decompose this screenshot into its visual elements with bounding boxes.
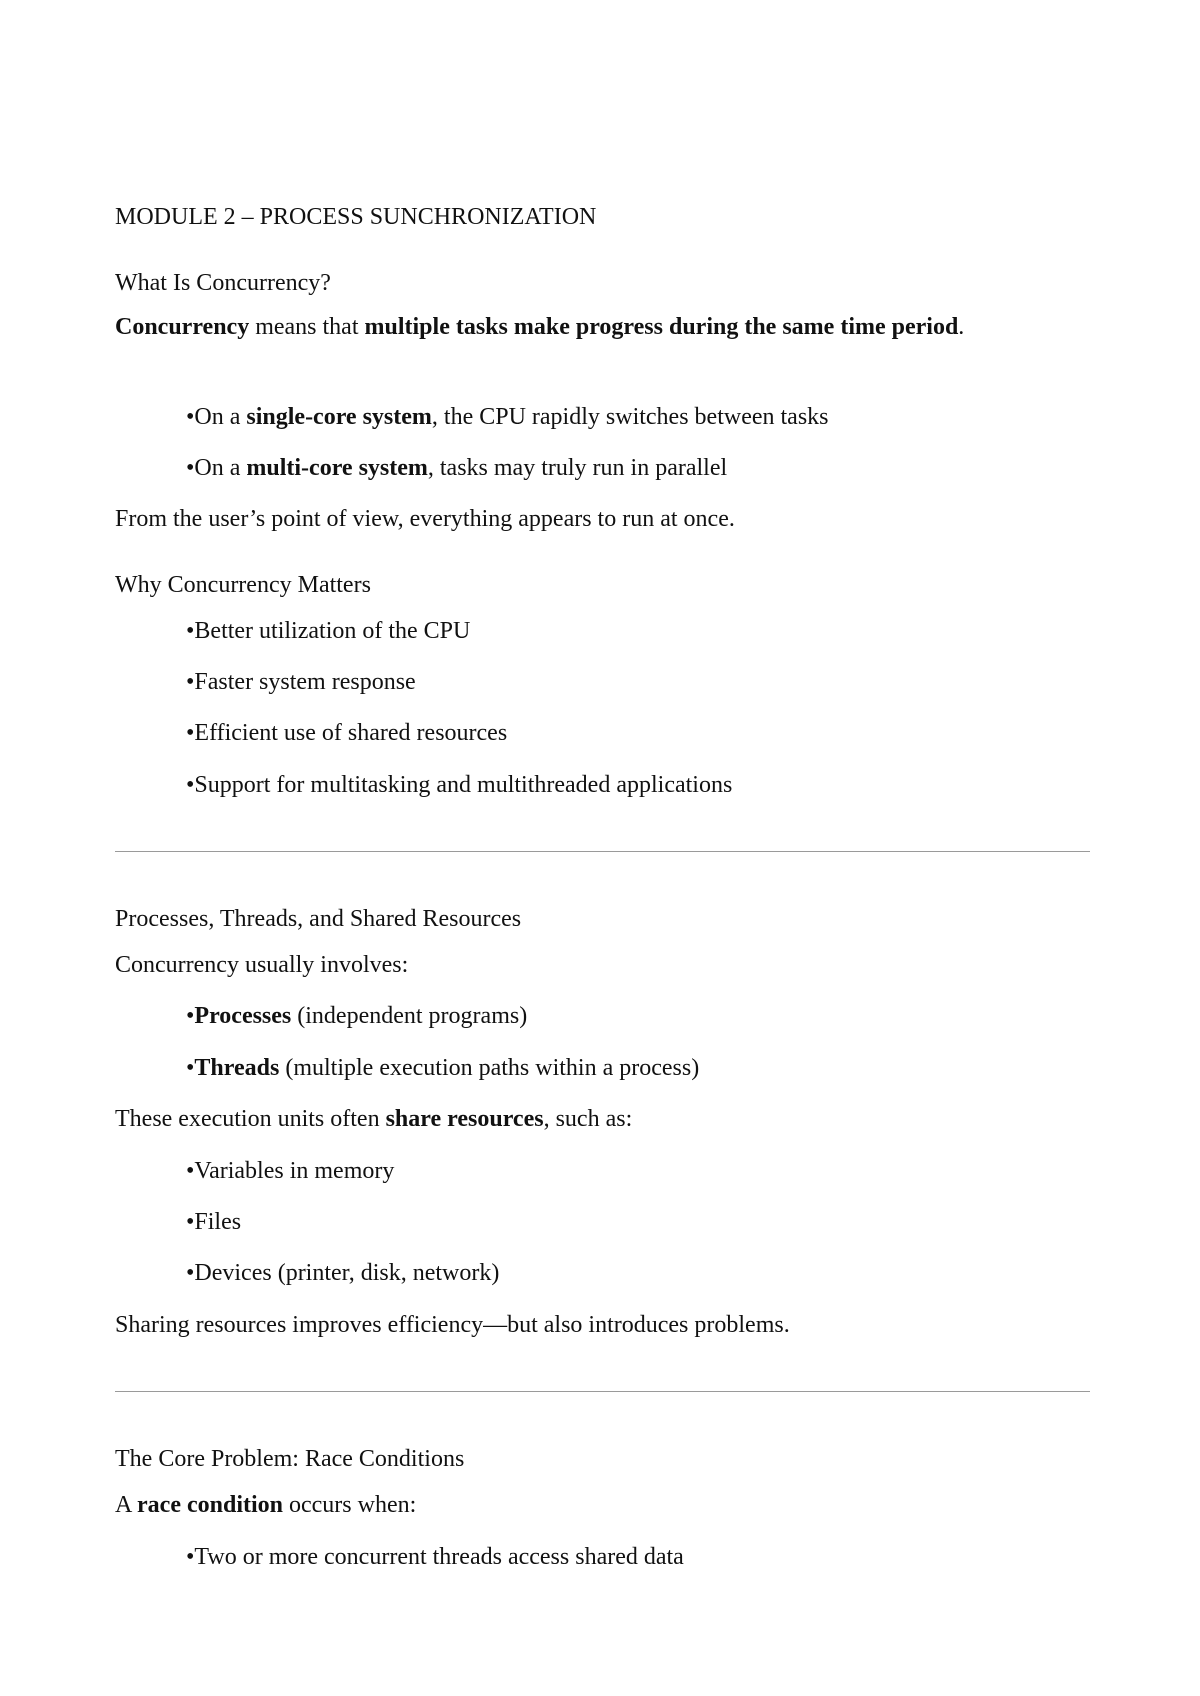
list-item: •Devices (printer, disk, network) — [186, 1260, 500, 1286]
section-heading-why: Why Concurrency Matters — [115, 572, 371, 598]
list-item — [186, 453, 727, 483]
paragraph: Concurrency usually involves: — [115, 952, 409, 978]
text: , such as: — [543, 1106, 633, 1132]
list-item: •Better utilization of the CPU — [186, 618, 471, 644]
list-item: •Efficient use of shared resources — [186, 720, 508, 746]
text: These execution units often — [115, 1106, 386, 1132]
text: A — [115, 1492, 138, 1518]
list-item: •Support for multitasking and multithreaded applications — [186, 772, 733, 798]
list-item — [186, 1001, 527, 1031]
text: (multiple execution paths within a process) — [279, 1055, 700, 1081]
text: • — [186, 1003, 195, 1029]
horizontal-divider — [115, 851, 1090, 852]
list-item: •Files — [186, 1209, 242, 1235]
emphasis: multi-core system — [246, 455, 428, 481]
emphasis: single-core system — [246, 404, 432, 430]
emphasis: Threads — [194, 1055, 280, 1081]
text: , the CPU rapidly switches between tasks — [431, 404, 829, 430]
list-item: •Faster system response — [186, 669, 416, 695]
text: . — [958, 314, 965, 340]
term: Concurrency — [115, 314, 250, 340]
emphasis: race condition — [137, 1492, 283, 1518]
list-item: •Variables in memory — [186, 1158, 395, 1184]
paragraph: From the user’s point of view, everything appears to run at once. — [115, 506, 735, 532]
paragraph: Sharing resources improves efficiency—but also introduces problems. — [115, 1312, 790, 1338]
emphasis: share resources — [385, 1106, 544, 1132]
emphasis: Processes — [194, 1003, 292, 1029]
text: •On a — [186, 455, 247, 481]
text: •On a — [186, 404, 247, 430]
horizontal-divider — [115, 1391, 1090, 1392]
text: occurs when: — [283, 1492, 417, 1518]
section-heading-concurrency: What Is Concurrency? — [115, 270, 331, 296]
text: • — [186, 1055, 195, 1081]
section-heading-processes: Processes, Threads, and Shared Resources — [115, 906, 522, 932]
concurrency-definition — [115, 308, 1055, 346]
list-item — [186, 1053, 699, 1083]
list-item — [186, 402, 829, 432]
paragraph — [115, 1490, 416, 1520]
paragraph — [115, 1104, 632, 1134]
section-heading-race: The Core Problem: Race Conditions — [115, 1446, 465, 1472]
text: (independent programs) — [291, 1003, 528, 1029]
text: means that — [249, 314, 365, 340]
list-item: •Two or more concurrent threads access shared data — [186, 1544, 684, 1570]
text: , tasks may truly run in parallel — [427, 455, 728, 481]
page-title: MODULE 2 – PROCESS SUNCHRONIZATION — [115, 204, 597, 230]
emphasis: multiple tasks make progress during the same time period — [364, 314, 959, 340]
